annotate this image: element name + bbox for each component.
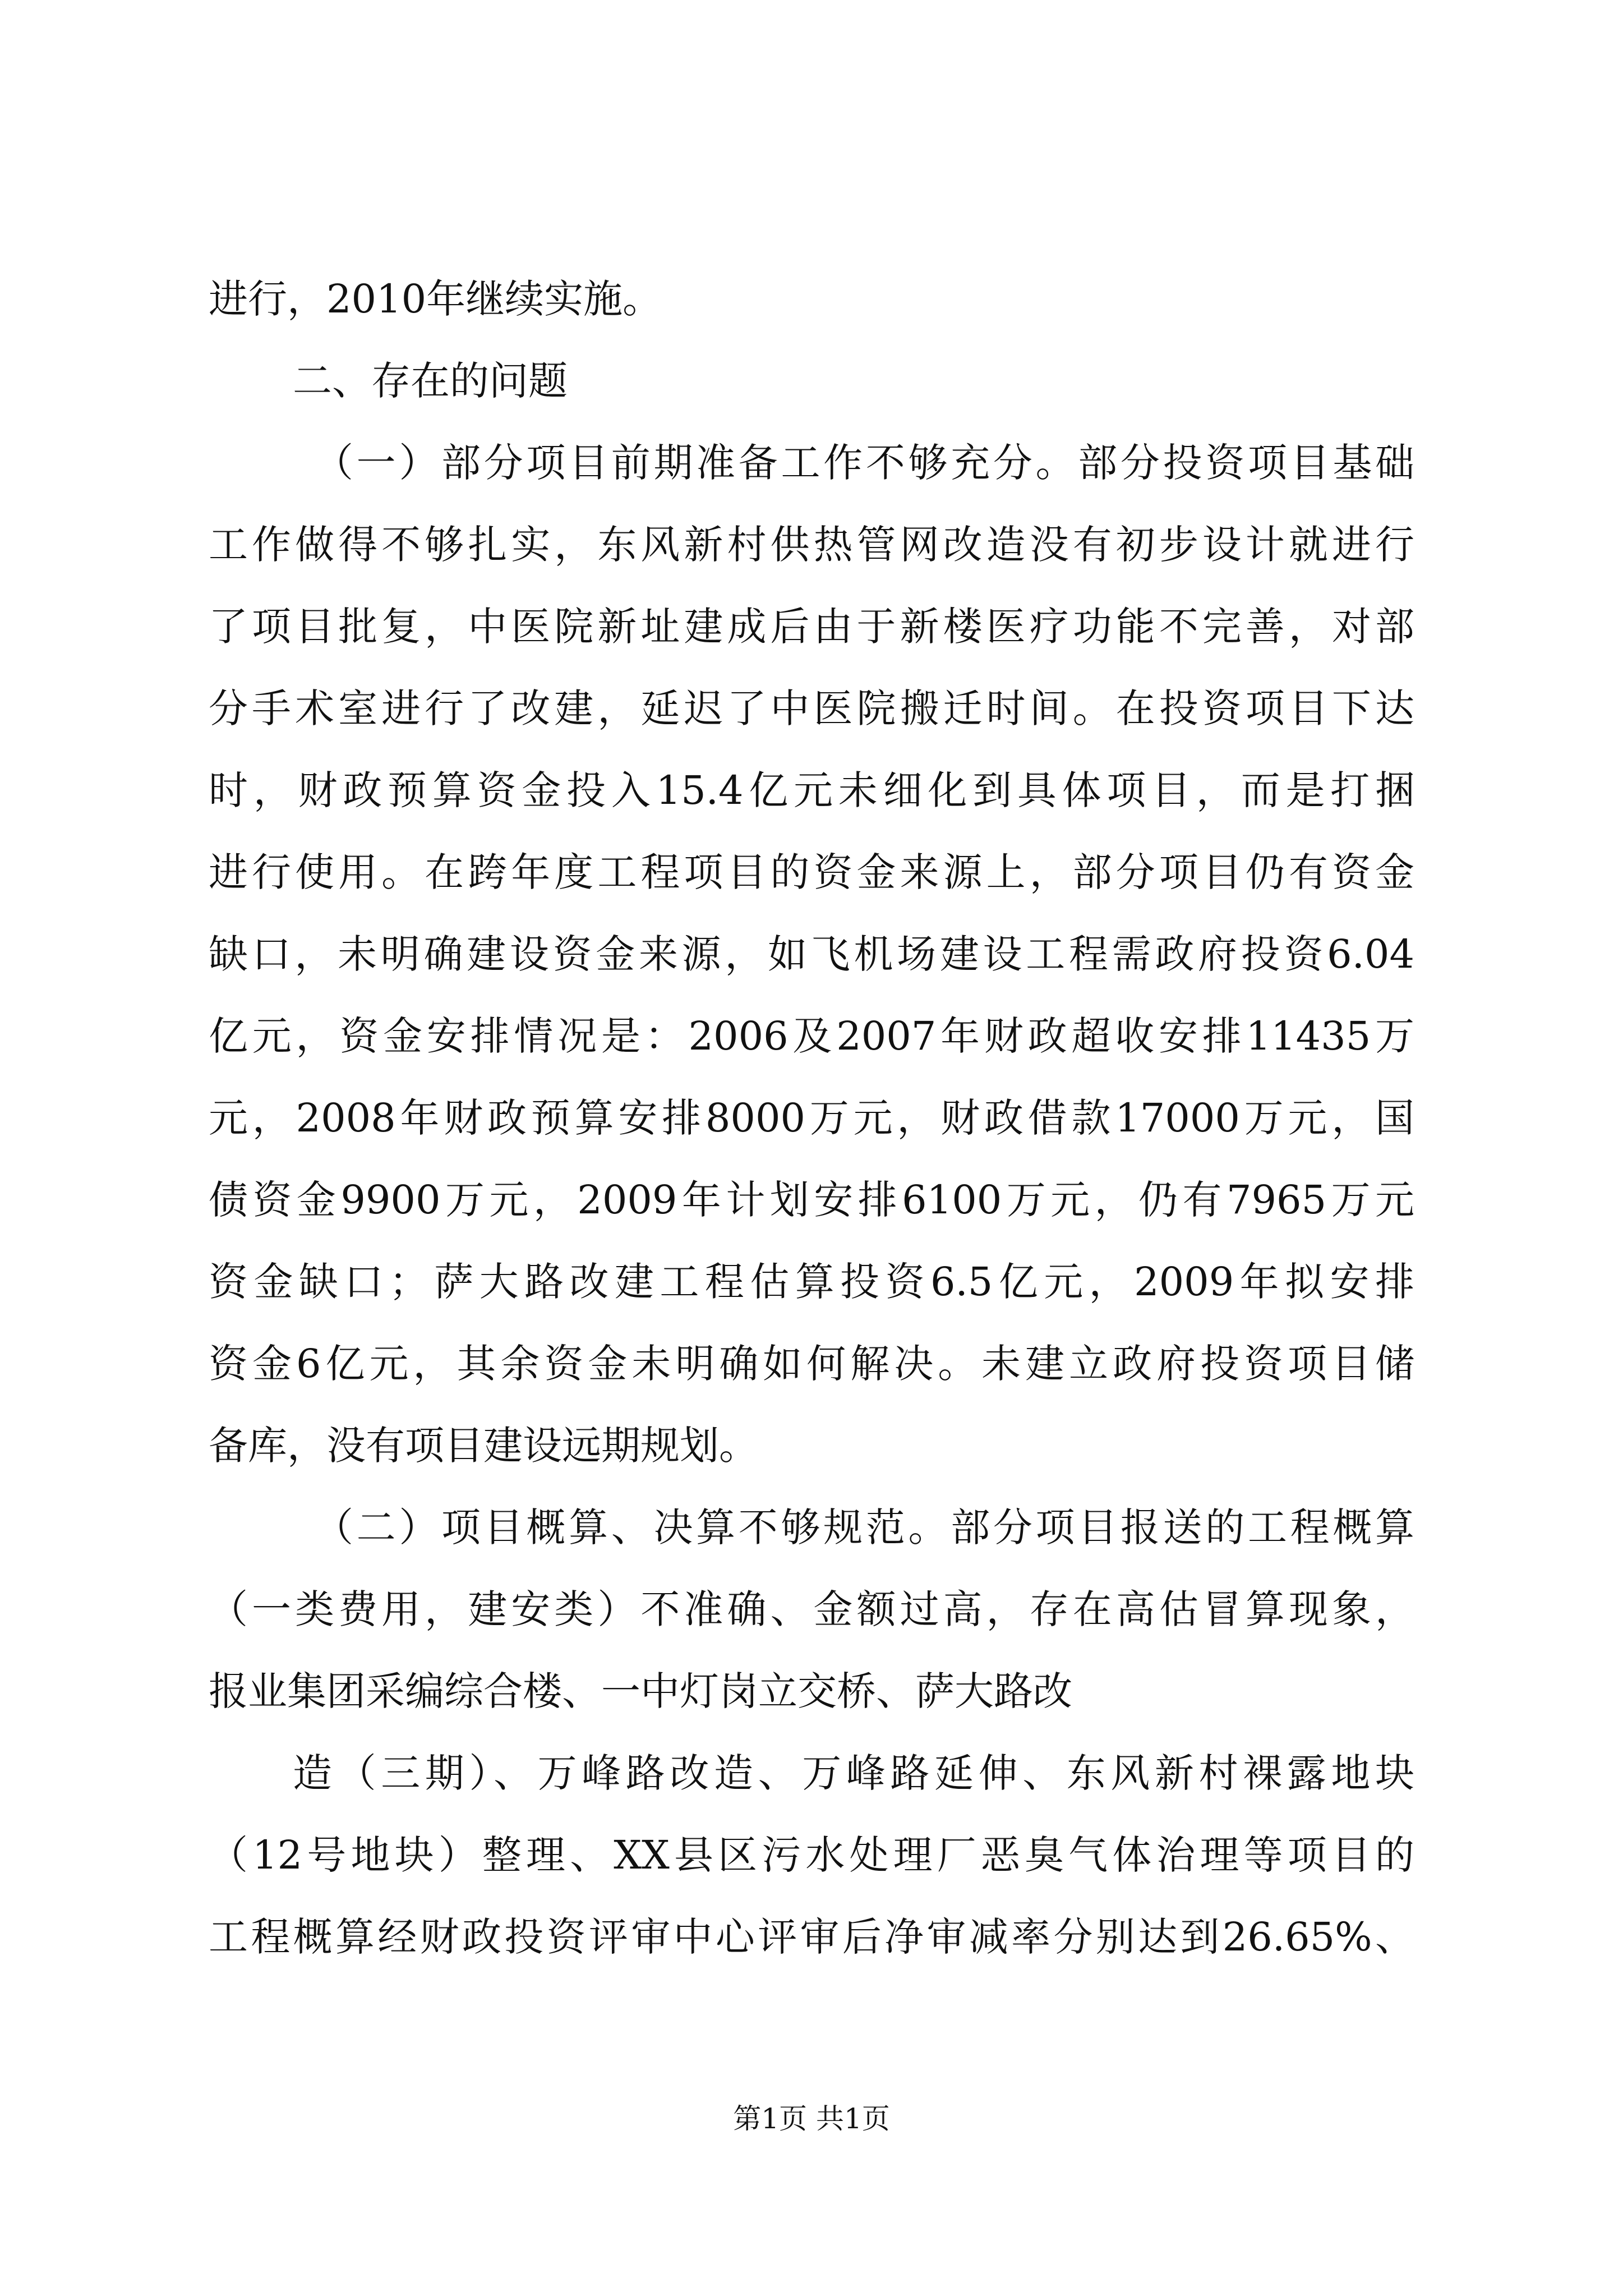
document-body <box>209 258 1414 1978</box>
text-line: 了项目批复，中医院新址建成后由于新楼医疗功能不完善，对部 <box>209 604 1414 650</box>
text-line: 资金缺口；萨大路改建工程估算投资6.5亿元，2009年拟安排 <box>209 1259 1414 1305</box>
text-line: 进行，2010年继续实施。 <box>209 276 662 322</box>
text-line: 进行使用。在跨年度工程项目的资金来源上，部分项目仍有资金 <box>209 849 1414 895</box>
text-line: （二）项目概算、决算不够规范。部分项目报送的工程概算 <box>314 1504 1414 1550</box>
text-line: 缺口，未明确建设资金来源，如飞机场建设工程需政府投资6.04 <box>209 931 1414 977</box>
text-line: 元，2008年财政预算安排8000万元，财政借款17000万元，国 <box>209 1095 1414 1141</box>
text-line: （12号地块）整理、XX县区污水处理厂恶臭气体治理等项目的 <box>209 1832 1414 1878</box>
text-line: 债资金9900万元，2009年计划安排6100万元，仍有7965万元 <box>209 1177 1414 1223</box>
text-line: （一类费用，建安类）不准确、金额过高，存在高估冒算现象， <box>209 1586 1414 1632</box>
text-line: 资金6亿元，其余资金未明确如何解决。未建立政府投资项目储 <box>209 1341 1414 1387</box>
text-line: 时，财政预算资金投入15.4亿元未细化到具体项目，而是打捆 <box>209 767 1414 813</box>
section-heading: 二、存在的问题 <box>293 358 568 404</box>
text-line: 工程概算经财政投资评审中心评审后净审减率分别达到26.65%、 <box>209 1914 1414 1960</box>
text-line: （一）部分项目前期准备工作不够充分。部分投资项目基础 <box>314 440 1414 486</box>
text-line: 备库，没有项目建设远期规划。 <box>209 1423 758 1469</box>
text-line: 工作做得不够扎实，东风新村供热管网改造没有初步设计就进行 <box>209 522 1414 568</box>
text-line: 亿元，资金安排情况是：2006及2007年财政超收安排11435万 <box>209 1013 1414 1059</box>
text-line: 报业集团采编综合楼、一中灯岗立交桥、萨大路改 <box>209 1668 1072 1714</box>
page-number-footer: 第1页 共1页 <box>733 2102 890 2135</box>
text-line: 造（三期）、万峰路改造、万峰路延伸、东风新村裸露地块 <box>293 1750 1414 1796</box>
text-line: 分手术室进行了改建，延迟了中医院搬迁时间。在投资项目下达 <box>209 685 1414 731</box>
